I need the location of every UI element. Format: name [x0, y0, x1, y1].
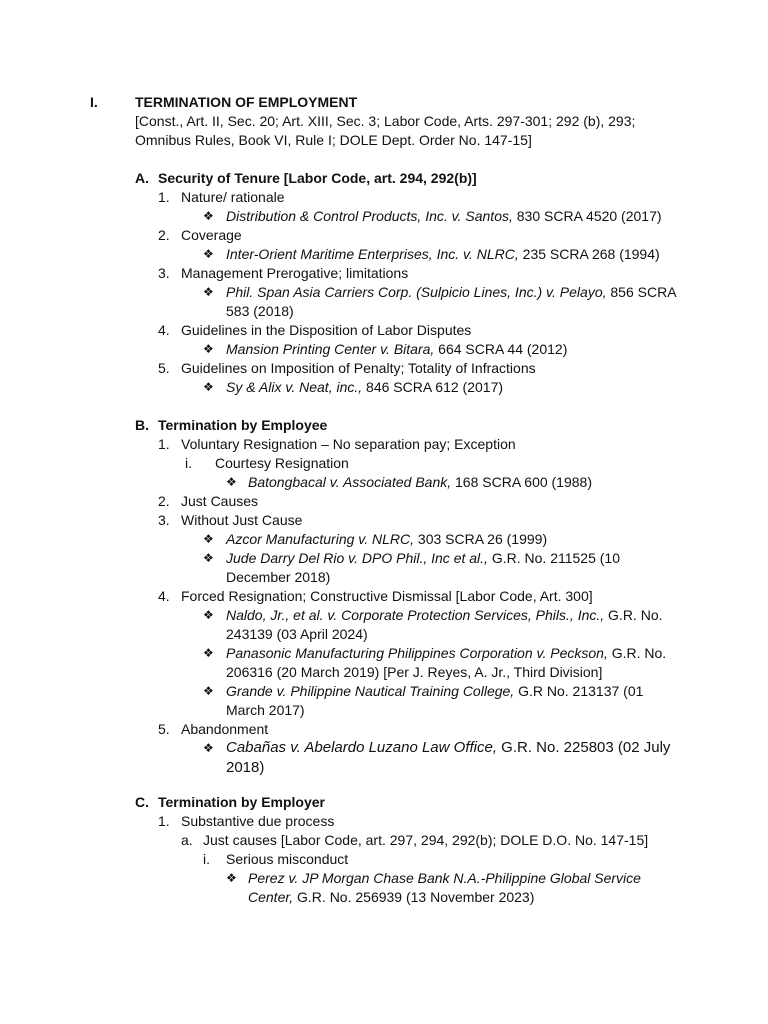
case-cite: 664 SCRA 44 (2012): [434, 341, 568, 357]
case-name: Mansion Printing Center v. Bitara,: [226, 341, 435, 357]
list-item-number: 5.: [158, 360, 170, 376]
part-a-title: Security of Tenure [Labor Code, art. 294, 292(b)]: [158, 170, 477, 186]
case-name: Distribution & Control Products, Inc. v. Santos,: [226, 208, 513, 224]
case-name: Sy & Alix v. Neat, inc.,: [226, 379, 363, 395]
case-name: Inter-Orient Maritime Enterprises, Inc. v. NLRC,: [226, 246, 519, 262]
part-b-letter: B.: [135, 417, 149, 433]
case-citation: [248, 473, 592, 492]
four-diamond-bullet-icon: ❖: [203, 608, 214, 622]
case-name: Naldo, Jr., et al. v. Corporate Protection Services, Phils., Inc.,: [226, 607, 605, 623]
sub-sub-item-text: Serious misconduct: [226, 851, 349, 867]
list-item-text: Voluntary Resignation – No separation pay; Exception: [181, 436, 516, 452]
case-citation: [226, 283, 677, 302]
list-item-number: 3.: [158, 512, 170, 528]
part-a-letter: A.: [135, 170, 149, 186]
case-cite: 856 SCRA: [606, 284, 677, 300]
list-item-number: 1.: [158, 436, 170, 452]
list-item-number: 2.: [158, 227, 170, 243]
case-name: Jude Darry Del Rio v. DPO Phil., Inc et al.,: [226, 550, 488, 566]
case-name: Phil. Span Asia Carriers Corp. (Sulpicio Lines, Inc.) v. Pelayo,: [226, 284, 607, 300]
sub-item-text: Just causes [Labor Code, art. 297, 294, 292(b); DOLE D.O. No. 147-15]: [203, 832, 649, 848]
list-item-text: Management Prerogative; limitations: [181, 265, 409, 281]
case-name: Center,: [248, 889, 294, 905]
list-item-number: 4.: [158, 588, 170, 604]
list-item-number: 2.: [158, 493, 170, 509]
four-diamond-bullet-icon: ❖: [203, 646, 214, 660]
case-citation: [226, 207, 662, 226]
case-cite: 303 SCRA 26 (1999): [414, 531, 548, 547]
case-cite: G.R. No.: [604, 607, 663, 623]
section-title: TERMINATION OF EMPLOYMENT: [135, 94, 358, 110]
four-diamond-bullet-icon: ❖: [203, 247, 214, 261]
case-citation: [226, 530, 547, 549]
case-cite: 168 SCRA 600 (1988): [451, 474, 592, 490]
case-cite: G.R. No.: [607, 645, 667, 661]
case-cite: G.R. No. 256939 (13 November 2023): [293, 889, 535, 905]
sub-sub-item-number: i.: [203, 851, 210, 867]
sub-item-text: Courtesy Resignation: [215, 455, 349, 471]
list-item-text: Just Causes: [181, 493, 259, 509]
case-cite-continuation: March 2017): [226, 702, 305, 718]
case-cite-continuation: December 2018): [226, 569, 331, 585]
list-item-text: Substantive due process: [181, 813, 335, 829]
case-citation: [226, 245, 660, 264]
section-numeral: I.: [90, 94, 98, 110]
list-item-number: 5.: [158, 721, 170, 737]
case-cite-continuation: 2018): [226, 759, 265, 776]
case-citation: [226, 738, 670, 758]
four-diamond-bullet-icon: ❖: [203, 380, 214, 394]
case-citation: [226, 340, 567, 359]
section-reference-line2: Omnibus Rules, Book VI, Rule I; DOLE Dept. Order No. 147-15]: [135, 132, 532, 148]
list-item-number: 1.: [158, 189, 170, 205]
case-cite: G.R. No. 225803 (02 July: [497, 739, 671, 756]
four-diamond-bullet-icon: ❖: [203, 551, 214, 565]
case-name: Cabañas v. Abelardo Luzano Law Office,: [226, 739, 497, 756]
list-item-text: Guidelines on Imposition of Penalty; Totality of Infractions: [181, 360, 536, 376]
four-diamond-bullet-icon: ❖: [203, 684, 214, 698]
case-name: Panasonic Manufacturing Philippines Corporation v. Peckson,: [226, 645, 608, 661]
case-cite: 830 SCRA 4520 (2017): [512, 208, 662, 224]
case-citation: [226, 682, 643, 701]
list-item-number: 3.: [158, 265, 170, 281]
case-cite: G.R No. 213137 (01: [514, 683, 644, 699]
section-reference-line1: [Const., Art. II, Sec. 20; Art. XIII, Sec. 3; Labor Code, Arts. 297-301; 292 (b), 293;: [135, 113, 636, 129]
list-item-text: Abandonment: [181, 721, 269, 737]
case-name: Azcor Manufacturing v. NLRC,: [226, 531, 415, 547]
case-cite: G.R. No. 211525 (10: [487, 550, 620, 566]
part-b-title: Termination by Employee: [158, 417, 328, 433]
part-c-title: Termination by Employer: [158, 794, 325, 810]
four-diamond-bullet-icon: ❖: [226, 475, 237, 489]
case-citation: [226, 606, 663, 625]
list-item-text: Forced Resignation; Constructive Dismissal [Labor Code, Art. 300]: [181, 588, 593, 604]
case-name: Grande v. Philippine Nautical Training College,: [226, 683, 515, 699]
list-item-number: 1.: [158, 813, 170, 829]
list-item-number: 4.: [158, 322, 170, 338]
four-diamond-bullet-icon: ❖: [203, 532, 214, 546]
list-item-text: Coverage: [181, 227, 242, 243]
list-item-text: Guidelines in the Disposition of Labor Disputes: [181, 322, 472, 338]
sub-item-letter: a.: [181, 832, 193, 848]
sub-item-number: i.: [185, 455, 192, 471]
four-diamond-bullet-icon: ❖: [203, 342, 214, 356]
case-name: Perez v. JP Morgan Chase Bank N.A.-Philippine Global Service: [248, 870, 641, 886]
case-name: Batongbacal v. Associated Bank,: [248, 474, 452, 490]
case-citation: [226, 378, 503, 397]
case-citation: [248, 888, 534, 907]
case-cite-continuation: 206316 (20 March 2019) [Per J. Reyes, A. Jr., Third Division]: [226, 664, 603, 680]
list-item-text: Nature/ rationale: [181, 189, 285, 205]
case-citation: [226, 644, 666, 663]
case-cite-continuation: 243139 (03 April 2024): [226, 626, 368, 642]
four-diamond-bullet-icon: ❖: [203, 209, 214, 223]
case-cite: 846 SCRA 612 (2017): [362, 379, 504, 395]
case-citation: [226, 549, 620, 568]
case-cite-continuation: 583 (2018): [226, 303, 294, 319]
four-diamond-bullet-icon: ❖: [226, 871, 237, 885]
four-diamond-bullet-icon: ❖: [203, 285, 214, 299]
part-c-letter: C.: [135, 794, 149, 810]
four-diamond-bullet-icon: ❖: [203, 741, 214, 755]
list-item-text: Without Just Cause: [181, 512, 303, 528]
case-cite: 235 SCRA 268 (1994): [518, 246, 660, 262]
